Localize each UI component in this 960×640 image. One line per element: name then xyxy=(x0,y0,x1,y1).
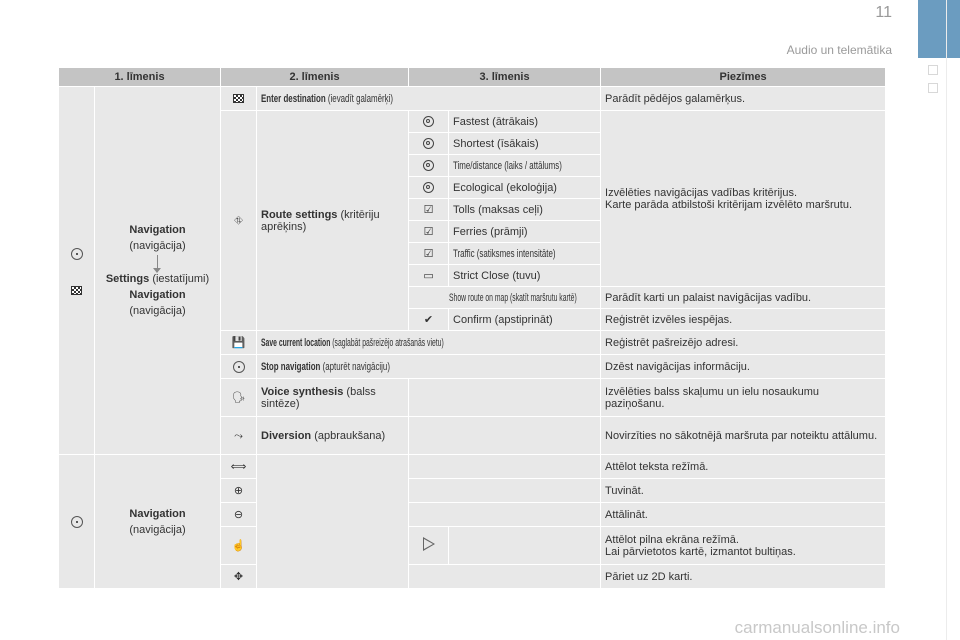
checkbox-option-icon: ☑ xyxy=(423,247,434,260)
nav-label: Navigation xyxy=(129,224,186,236)
show-route-cell xyxy=(409,287,601,309)
route-settings-paren: (kritēriju aprēķins) xyxy=(261,208,380,233)
empty-cell xyxy=(409,565,601,589)
level1-navigation-cell xyxy=(95,455,221,589)
save-location-paren: (saglabāt pašreizējo atrašanās vietu) xyxy=(332,336,444,349)
level3-item xyxy=(449,243,601,265)
diversion-label: Diversion xyxy=(261,429,312,442)
level1-icon-cell xyxy=(59,87,95,455)
radio-option-icon xyxy=(423,138,434,149)
option-icon-cell xyxy=(409,155,449,177)
nav-paren: (navigācija) xyxy=(129,240,186,252)
level3-item: Ferries (prāmji) xyxy=(449,221,601,243)
settings-paren: (iestatījumi) xyxy=(152,273,210,285)
diversion-icon-cell xyxy=(221,417,257,455)
note-cell: Attālināt. xyxy=(601,503,886,527)
checkered-flag-icon xyxy=(71,286,82,295)
voice-synthesis-paren: (balss sintēze) xyxy=(261,385,376,410)
confirm-cell: Confirm (apstiprināt) xyxy=(449,309,601,331)
empty-cell xyxy=(257,455,409,589)
note-cell: Novirzīties no sākotnējā maršruta par noteiktu attālumu. xyxy=(601,417,886,455)
table-row xyxy=(59,455,886,479)
voice-speaker-icon: 🗣 xyxy=(231,391,246,404)
map-icon-cell xyxy=(221,565,257,589)
note-cell: Reģistrēt pašreizējo adresi. xyxy=(601,331,886,355)
radio-option-icon xyxy=(423,116,434,127)
text-mode-icon: ⟺ xyxy=(230,460,247,473)
save-location-cell xyxy=(257,331,601,355)
confirm-icon-cell xyxy=(409,309,449,331)
option-icon-cell xyxy=(409,111,449,133)
note-cell: Parādīt pēdējos galamērķus. xyxy=(601,87,886,111)
note-cell: Tuvināt. xyxy=(601,479,886,503)
diversion-cell xyxy=(257,417,409,455)
checkbox-option-icon: ☑ xyxy=(423,225,434,238)
side-rule xyxy=(946,0,947,640)
route-settings-note-cell xyxy=(601,111,886,287)
option-icon-cell xyxy=(409,265,449,287)
fullscreen-note-line: Attēlot pilna ekrāna režīmā. xyxy=(605,533,739,546)
side-square xyxy=(928,65,938,75)
chapter-tab xyxy=(918,0,960,58)
save-icon-cell xyxy=(221,331,257,355)
option-icon-cell xyxy=(409,177,449,199)
level3-item: Tolls (maksas ceļi) xyxy=(449,199,601,221)
level1-icon-cell xyxy=(59,455,95,589)
nav-paren: (navigācija) xyxy=(129,305,186,317)
empty-cell xyxy=(409,503,601,527)
play-triangle-icon xyxy=(423,537,435,551)
enter-destination-label: Enter destination xyxy=(261,92,326,105)
level3-item: Ecological (ekoloģija) xyxy=(449,177,601,199)
watermark: carmanualsonline.info xyxy=(734,618,900,637)
note-cell: Attēlot teksta režīmā. xyxy=(601,455,886,479)
note-cell: Izvēlēties balss skaļumu un ielu nosaukumu paziņošanu. xyxy=(601,379,886,417)
voice-icon-cell xyxy=(221,379,257,417)
route-settings-cell xyxy=(257,111,409,331)
table-header-row xyxy=(59,68,886,87)
level3-item-text: Traffic (satiksmes intensitāte) xyxy=(453,247,556,260)
map-icon-cell xyxy=(221,503,257,527)
flag-icon-cell xyxy=(221,87,257,111)
radio-option-icon xyxy=(423,182,434,193)
stop-navigation-icon xyxy=(230,358,248,376)
map-icon-cell xyxy=(221,479,257,503)
level1-navigation-cell xyxy=(95,87,221,455)
enter-destination-cell xyxy=(257,87,601,111)
diversion-paren: (apbraukšana) xyxy=(314,429,386,442)
map-icon-cell xyxy=(221,527,257,565)
stop-icon-cell xyxy=(221,355,257,379)
header-level3: 3. līmenis xyxy=(409,68,601,87)
nav-paren: (navigācija) xyxy=(129,523,186,536)
header-level1: 1. līmenis xyxy=(59,68,221,87)
checkbox-option-icon: ☑ xyxy=(423,203,434,216)
level3-item: Strict Close (tuvu) xyxy=(449,265,601,287)
settings-label: Settings xyxy=(105,273,150,285)
show-route-text: Show route on map (skatīt maršrutu kartē) xyxy=(449,291,577,304)
toggle-option-icon: ▭ xyxy=(423,269,434,282)
note-cell: Dzēst navigācijas informāciju. xyxy=(601,355,886,379)
empty-cell xyxy=(449,527,601,565)
radio-option-icon xyxy=(423,160,434,171)
zoom-in-icon: ⊕ xyxy=(233,484,244,497)
fullscreen-pointer-icon: ☝ xyxy=(231,539,246,552)
empty-cell xyxy=(409,479,601,503)
menu-table xyxy=(58,67,886,589)
route-icon-cell xyxy=(221,111,257,331)
map-icon-cell xyxy=(221,455,257,479)
note-cell xyxy=(601,527,886,565)
level3-item xyxy=(449,155,601,177)
option-icon-cell xyxy=(409,133,449,155)
option-icon-cell xyxy=(409,243,449,265)
nav-label: Navigation xyxy=(129,507,186,520)
enter-destination-paren: (ievadīt galamērķi) xyxy=(327,92,394,105)
stop-navigation-paren: (apturēt navigāciju) xyxy=(322,360,390,373)
empty-cell xyxy=(409,455,601,479)
table-row xyxy=(59,87,886,111)
level3-item: Fastest (ātrākais) xyxy=(449,111,601,133)
diversion-icon: ⤳ xyxy=(234,429,243,442)
note-cell: Parādīt karti un palaist navigācijas vadību. xyxy=(601,287,886,309)
navigation-crosshair-icon xyxy=(68,245,86,263)
note-cell: Reģistrēt izvēles iespējas. xyxy=(601,309,886,331)
stop-navigation-label: Stop navigation xyxy=(261,360,321,373)
route-settings-icon: ⛗ xyxy=(234,214,243,227)
side-square xyxy=(928,83,938,93)
voice-synthesis-label: Voice synthesis xyxy=(261,385,344,398)
save-disk-icon: 💾 xyxy=(231,336,246,349)
stop-navigation-cell xyxy=(257,355,601,379)
option-icon-cell xyxy=(409,221,449,243)
checkered-flag-icon xyxy=(233,94,244,103)
option-icon-cell xyxy=(409,199,449,221)
save-location-label: Save current location xyxy=(261,336,331,349)
route-note-line: Izvēlēties navigācijas vadības kritērijus. xyxy=(605,186,798,199)
map-2d-icon: ✥ xyxy=(233,570,244,583)
voice-synthesis-cell xyxy=(257,379,409,417)
zoom-out-icon: ⊖ xyxy=(233,508,244,521)
empty-cell xyxy=(409,379,601,417)
down-arrow-icon xyxy=(157,255,158,269)
header-notes: Piezīmes xyxy=(601,68,886,87)
level3-item-text: Time/distance (laiks / attālums) xyxy=(453,159,562,172)
checkmark-icon: ✔ xyxy=(423,313,434,326)
note-cell: Pāriet uz 2D karti. xyxy=(601,565,886,589)
navigation-crosshair-icon xyxy=(68,513,86,531)
header-level2: 2. līmenis xyxy=(221,68,409,87)
level3-item: Shortest (īsākais) xyxy=(449,133,601,155)
section-title: Audio un telemātika xyxy=(786,43,892,57)
route-settings-label: Route settings xyxy=(261,208,338,221)
route-note-line: Karte parāda atbilstoši kritērijam izvēlēto maršrutu. xyxy=(605,198,853,211)
play-icon-cell xyxy=(409,527,449,565)
empty-cell xyxy=(409,417,601,455)
page-number: 11 xyxy=(875,4,892,21)
nav-label: Navigation xyxy=(129,289,186,301)
fullscreen-note-line: Lai pārvietotos kartē, izmantot bultiņas. xyxy=(605,545,796,558)
